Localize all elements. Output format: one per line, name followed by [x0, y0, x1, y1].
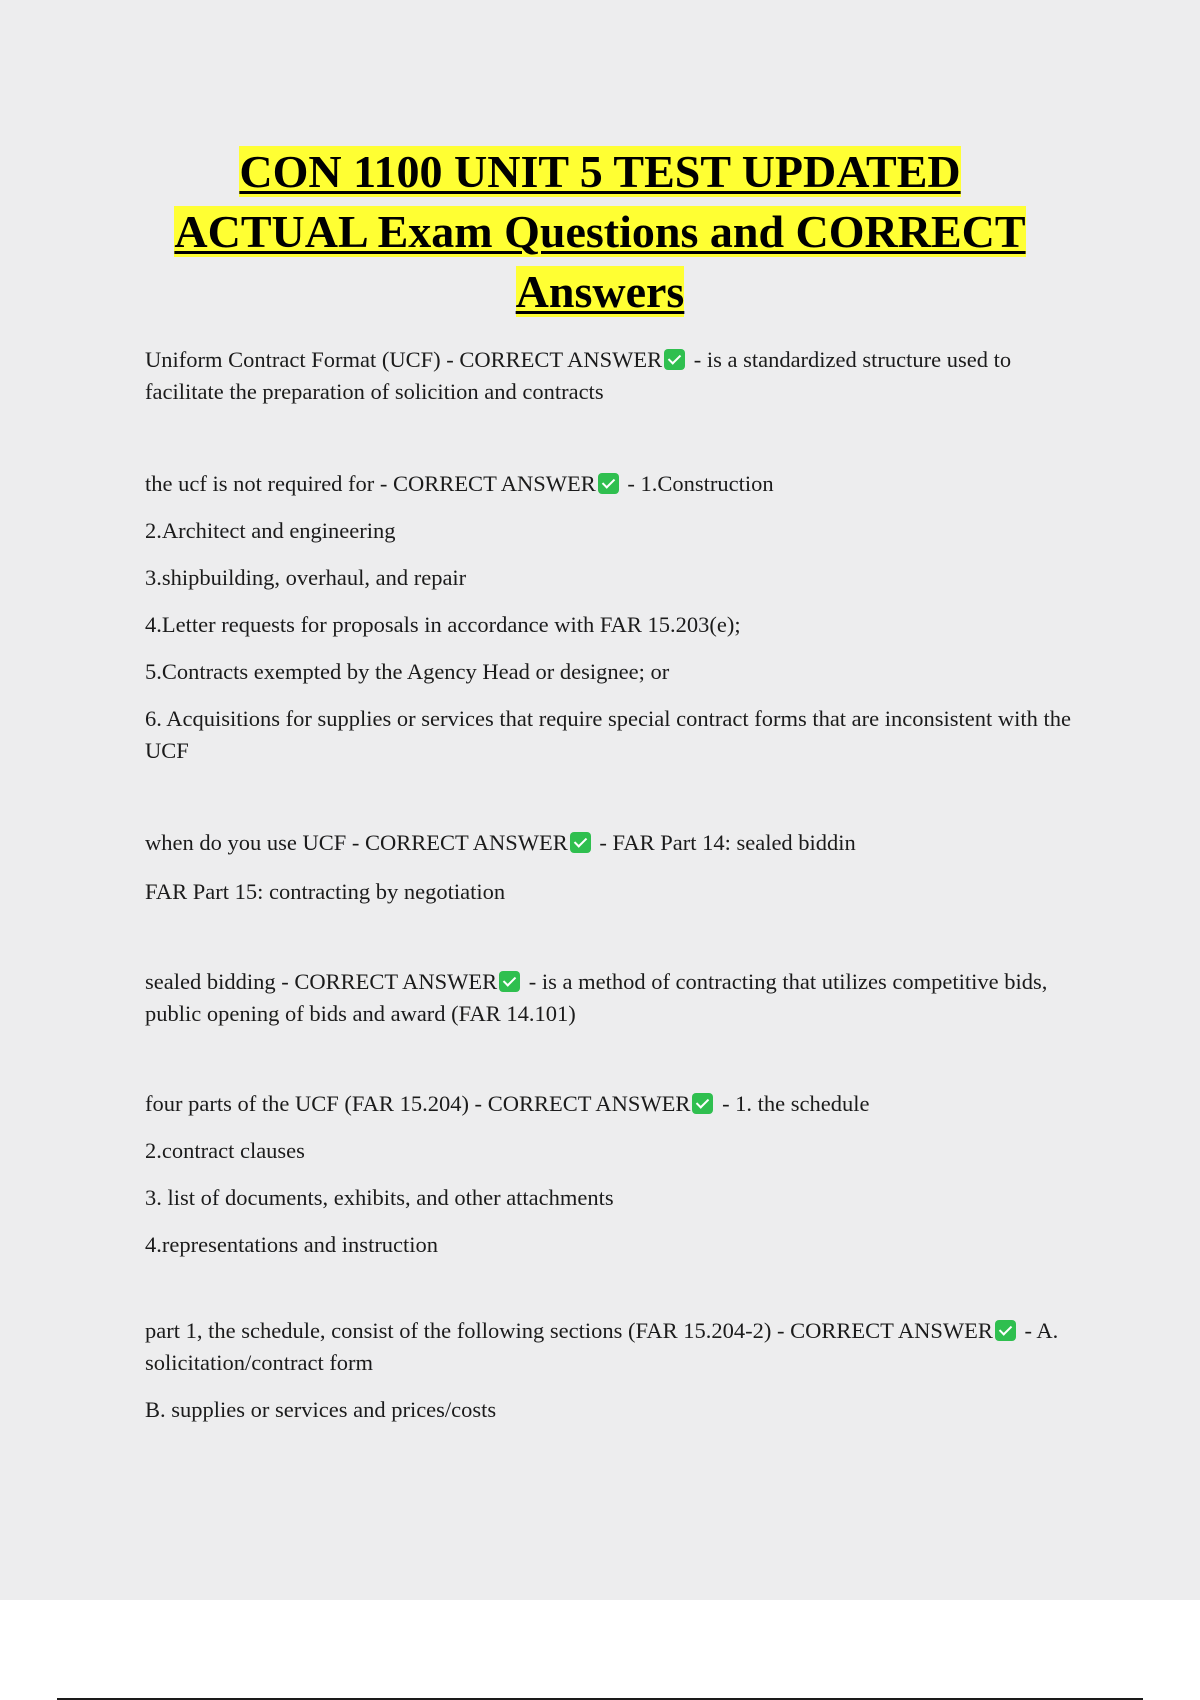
title-line: Answers: [515, 266, 685, 317]
question-answer-line: [145, 1315, 1085, 1379]
answer-line: 3. list of documents, exhibits, and other attachments: [145, 1185, 614, 1210]
qa-entry: [145, 966, 1085, 1030]
check-mark-icon: [995, 1320, 1016, 1341]
answer-line: 3.shipbuilding, overhaul, and repair: [145, 565, 467, 590]
check-mark-icon: [499, 971, 520, 992]
question-term: when do you use UCF -: [145, 830, 365, 855]
question-term: four parts of the UCF (FAR 15.204) -: [145, 1091, 488, 1116]
answer-line: 6. Acquisitions for supplies or services that require special contract forms that are inconsistent with the UCF: [145, 706, 1072, 763]
correct-answer-label: CORRECT ANSWER: [487, 1091, 691, 1116]
question-answer-line: [145, 827, 1085, 859]
correct-answer-label: CORRECT ANSWER: [294, 969, 498, 994]
qa-entry: [145, 1315, 1085, 1426]
answer-line: 2.contract clauses: [145, 1138, 305, 1163]
check-mark-icon: [570, 832, 591, 853]
correct-answer-label: CORRECT ANSWER: [393, 471, 596, 496]
answer-text: - is a standardized structure used to facilitate the preparation of solicition and contracts: [145, 347, 1012, 404]
qa-entry: [145, 468, 1085, 767]
qa-entry: [145, 344, 1085, 408]
answer-line: 4.representations and instruction: [145, 1232, 439, 1257]
answer-text: - FAR Part 14: sealed biddin: [593, 830, 856, 855]
answer-line: 2.Architect and engineering: [145, 518, 396, 543]
qa-list: [145, 344, 1085, 1426]
question-term: part 1, the schedule, consist of the following sections (FAR 15.204-2) -: [145, 1318, 791, 1343]
question-answer-line: [145, 1088, 1085, 1120]
title-line: ACTUAL Exam Questions and CORRECT: [174, 206, 1026, 257]
answer-line: FAR Part 15: contracting by negotiation: [145, 879, 506, 904]
answer-text: - 1.Construction: [621, 471, 774, 496]
check-mark-icon: [664, 349, 685, 370]
check-mark-icon: [598, 473, 619, 494]
title-line: CON 1100 UNIT 5 TEST UPDATED: [239, 146, 961, 197]
correct-answer-label: CORRECT ANSWER: [365, 830, 568, 855]
question-answer-line: [145, 468, 1085, 500]
answer-line: 5.Contracts exempted by the Agency Head or designee; or: [145, 659, 670, 684]
question-term: Uniform Contract Format (UCF) -: [145, 347, 460, 372]
answer-text: - A. solicitation/contract form: [145, 1318, 1059, 1375]
document-title: [100, 142, 1100, 322]
answer-line: B. supplies or services and prices/costs: [145, 1397, 497, 1422]
correct-answer-label: CORRECT ANSWER: [459, 347, 663, 372]
question-answer-line: [145, 966, 1085, 1030]
question-answer-line: [145, 344, 1085, 408]
correct-answer-label: CORRECT ANSWER: [790, 1318, 993, 1343]
answer-text: - 1. the schedule: [716, 1091, 870, 1116]
qa-entry: [145, 827, 1085, 908]
page-footer: [0, 1600, 1200, 1700]
check-mark-icon: [692, 1093, 713, 1114]
answer-line: 4.Letter requests for proposals in accordance with FAR 15.203(e);: [145, 612, 741, 637]
question-term: sealed bidding -: [145, 969, 295, 994]
answer-text: - is a method of contracting that utilizes competitive bids, public opening of bids and award (FAR 14.101): [145, 969, 1048, 1026]
question-term: the ucf is not required for -: [145, 471, 394, 496]
qa-entry: [145, 1088, 1085, 1261]
